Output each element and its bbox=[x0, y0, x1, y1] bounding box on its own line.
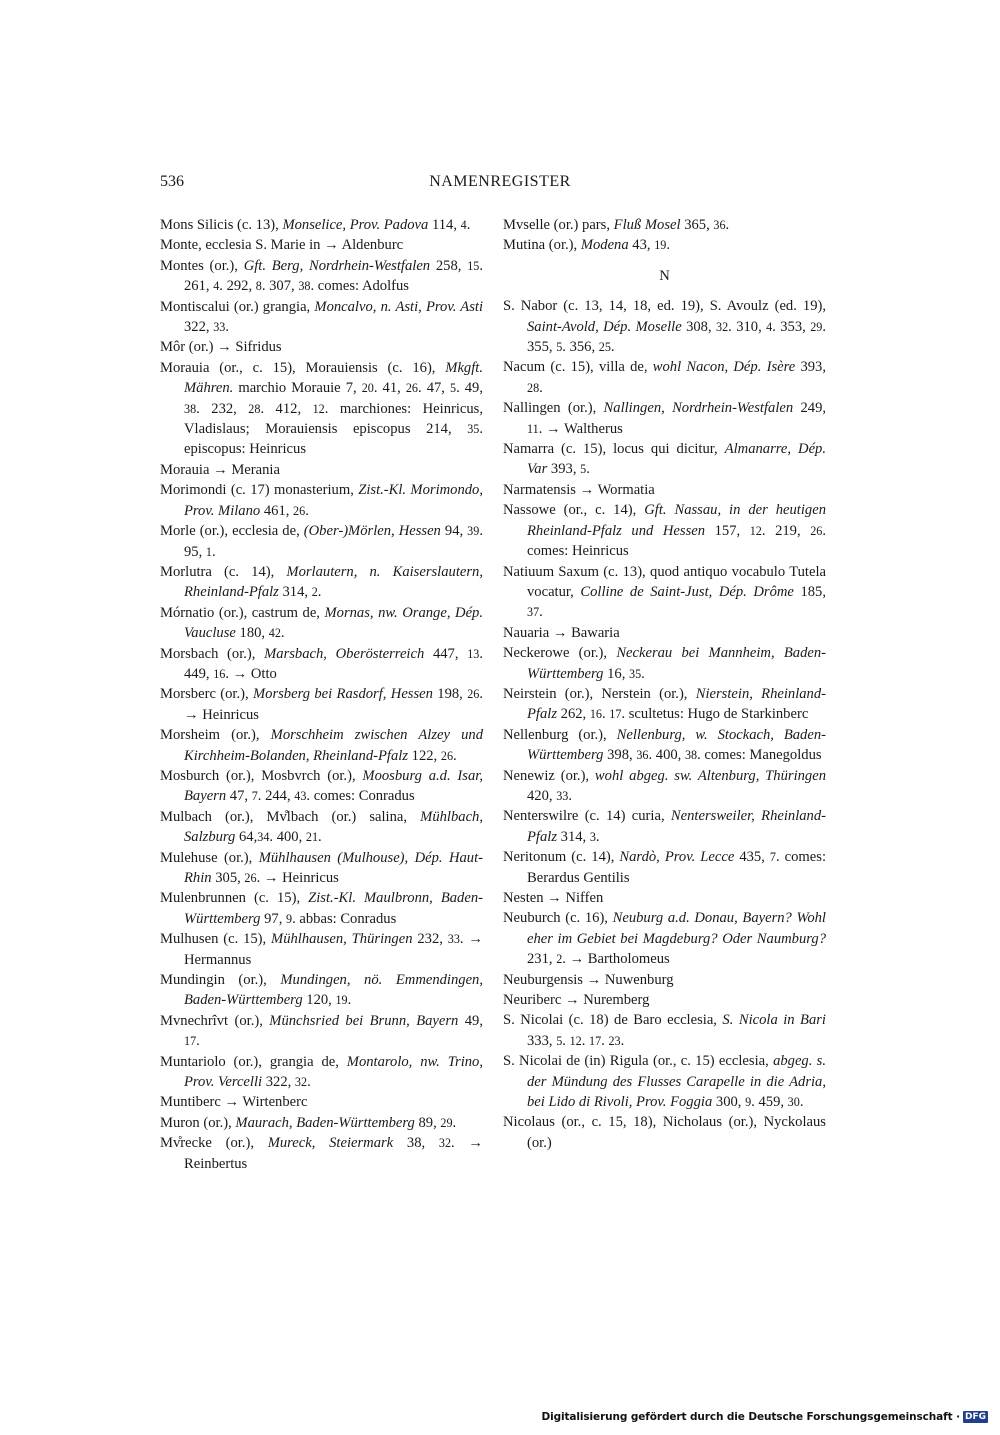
index-entry: Mutina (or.), Modena 43, 19. bbox=[503, 237, 671, 254]
index-entry: Morlutra (c. 14), Morlautern, n. Kaiserslautern, Rheinland-Pfalz 314, 2. bbox=[160, 563, 483, 601]
column-left bbox=[160, 215, 483, 1174]
index-entry: Mvselle (or.) pars, Fluß Mosel 365, 36. bbox=[503, 217, 730, 233]
index-entry: Morauia (or., c. 15), Morauiensis (c. 16), Mkgft. Mähren. marchio Morauie 7, 20. 41, 26. 47, 5. 49, 38. 232, 28. 412, 12. marchiones: Heinricus, Vladislaus; Morauiensis episcopus 214, 35. episcopus: Heinricus bbox=[160, 359, 484, 458]
index-entry: S. Nicolai de (in) Rigula (or., c. 15) ecclesia, abgeg. s. der Mündung des Flusses Carapelle in die Adria, bei Lido di Rivoli, Prov. Foggia 300, 9. 459, 30. bbox=[503, 1053, 826, 1111]
index-entry: Neirstein (or.), Nerstein (or.), Nierstein, Rheinland-Pfalz 262, 16. 17. scultetus: Hugo de Starkinberc bbox=[503, 685, 827, 723]
index-entry: Morsheim (or.), Morschheim zwischen Alzey und Kirchheim-Bolanden, Rheinland-Pfalz 122, 26. bbox=[160, 727, 483, 764]
index-entry: Môr (or.) → Sifridus bbox=[160, 339, 282, 356]
index-entry: Mvnechrîvt (or.), Münchsried bei Brunn, Bayern 49, 17. bbox=[160, 1012, 483, 1050]
index-entry: Neuburch (c. 16), Neuburg a.d. Donau, Bayern? Wohl eher im Gebiet bei Magdeburg? Oder Naumburg? 231, 2. → Bartholomeus bbox=[503, 910, 826, 968]
index-entry: Morimondi (c. 17) monasterium, Zist.-Kl. Morimondo, Prov. Milano 461, 26. bbox=[160, 482, 483, 519]
index-entry: Nassowe (or., c. 14), Gft. Nassau, in der heutigen Rheinland-Pfalz und Hessen 157, 12. 219, 26. comes: Heinricus bbox=[503, 502, 827, 560]
index-entry: Neuriberc → Nuremberg bbox=[503, 992, 650, 1009]
index-entry: Narmatensis → Wormatia bbox=[503, 481, 655, 498]
running-title: NAMENREGISTER bbox=[429, 173, 571, 190]
index-entry: Mórnatio (or.), castrum de, Mornas, nw. Orange, Dép. Vaucluse 180, 42. bbox=[160, 604, 483, 642]
index-entry: Morsbach (or.), Marsbach, Oberösterreich 447, 13. 449, 16. → Otto bbox=[160, 645, 483, 682]
index-entry: Nenterswilre (c. 14) curia, Nentersweiler, Rheinland-Pfalz 314, 3. bbox=[503, 808, 826, 845]
index-entry: Mulhusen (c. 15), Mühlhausen, Thüringen 232, 33. → Hermannus bbox=[160, 931, 483, 968]
index-entry: Nellenburg (or.), Nellenburg, w. Stockach, Baden-Württemberg 398, 36. 400, 38. comes: Manegoldus bbox=[503, 726, 826, 764]
index-entry: Nallingen (or.), Nallingen, Nordrhein-Westfalen 249, 11. → Waltherus bbox=[503, 400, 827, 437]
index-entry: Mulenbrunnen (c. 15), Zist.-Kl. Maulbronn, Baden-Württemberg 97, 9. abbas: Conradus bbox=[160, 890, 483, 927]
index-entry: Mulehuse (or.), Mühlhausen (Mulhouse), Dép. Haut-Rhin 305, 26. → Heinricus bbox=[160, 849, 483, 886]
footer bbox=[541, 1410, 988, 1424]
footer-text: Digitalisierung gefördert durch die Deutsche Forschungsgemeinschaft · bbox=[541, 1411, 960, 1423]
index-entry: Morauia → Merania bbox=[160, 461, 280, 478]
index-entry: Nauaria → Bawaria bbox=[503, 624, 620, 641]
index-entry: Mulbach (or.), Mv̊lbach (or.) salina, Mühlbach, Salzburg 64,34. 400, 21. bbox=[160, 808, 483, 846]
index-entry: Mosburch (or.), Mosbvrch (or.), Moosburg a.d. Isar, Bayern 47, 7. 244, 43. comes: Conradus bbox=[160, 767, 483, 805]
index-entry: Natiuum Saxum (c. 13), quod antiquo vocabulo Tutela vocatur, Colline de Saint-Just, Dép. Drôme 185, 37. bbox=[503, 563, 826, 621]
index-entry: Nacum (c. 15), villa de, wohl Nacon, Dép. Isère 393, 28. bbox=[503, 359, 826, 396]
index-entry: S. Nabor (c. 13, 14, 18, ed. 19), S. Avoulz (ed. 19), Saint-Avold, Dép. Moselle 308, 32. 310, 4. 353, 29. 355, 5. 356, 25. bbox=[503, 298, 826, 356]
index-entry: Nicolaus (or., c. 15, 18), Nicholaus (or.), Nyckolaus (or.) bbox=[503, 1114, 826, 1151]
page-number: 536 bbox=[160, 173, 184, 190]
index-entry: Monte, ecclesia S. Marie in → Aldenburc bbox=[160, 237, 404, 254]
index-entry: Morle (or.), ecclesia de, (Ober-)Mörlen, Hessen 94, 39. 95, 1. bbox=[160, 523, 483, 560]
index-entry: Nesten → Niffen bbox=[503, 890, 604, 906]
index-entry: Mv̊recke (or.), Mureck, Steiermark 38, 32. → Reinbertus bbox=[160, 1135, 484, 1172]
index-entry: Montiscalui (or.) grangia, Moncalvo, n. Asti, Prov. Asti 322, 33. bbox=[160, 298, 483, 336]
index-entry: Neckerowe (or.), Neckerau bei Mannheim, Baden-Württemberg 16, 35. bbox=[503, 645, 827, 682]
index-entry: Neritonum (c. 14), Nardò, Prov. Lecce 435, 7. comes: Berardus Gentilis bbox=[503, 849, 826, 886]
index-entry: S. Nicolai (c. 18) de Baro ecclesia, S. Nicola in Bari 333, 5. 12. 17. 23. bbox=[503, 1012, 826, 1049]
index-entry: Muntiberc → Wirtenberc bbox=[160, 1094, 308, 1111]
column-right bbox=[503, 215, 826, 1153]
index-entry: Nenewiz (or.), wohl abgeg. sw. Altenburg, Thüringen 420, 33. bbox=[503, 767, 826, 804]
index-entry: Mons Silicis (c. 13), Monselice, Prov. Padova 114, 4. bbox=[160, 217, 471, 233]
section-letter: N bbox=[659, 267, 670, 284]
index-entry: Morsberc (or.), Morsberg bei Rasdorf, Hessen 198, 26. → Heinricus bbox=[160, 686, 483, 723]
index-entry: Muntariolo (or.), grangia de, Montarolo, nw. Trino, Prov. Vercelli 322, 32. bbox=[160, 1053, 484, 1091]
index-entry: Namarra (c. 15), locus qui dicitur, Almanarre, Dép. Var 393, 5. bbox=[503, 441, 826, 478]
index-entry: Mundingin (or.), Mundingen, nö. Emmendingen, Baden-Württemberg 120, 19. bbox=[160, 972, 484, 1009]
index-entry: Neuburgensis → Nuwenburg bbox=[503, 971, 674, 988]
index-entry: Montes (or.), Gft. Berg, Nordrhein-Westfalen 258, 15. 261, 4. 292, 8. 307, 38. comes: Adolfus bbox=[160, 257, 483, 295]
index-entry: Muron (or.), Maurach, Baden-Württemberg 89, 29. bbox=[160, 1114, 457, 1131]
dfg-logo: DFG bbox=[964, 1412, 986, 1422]
